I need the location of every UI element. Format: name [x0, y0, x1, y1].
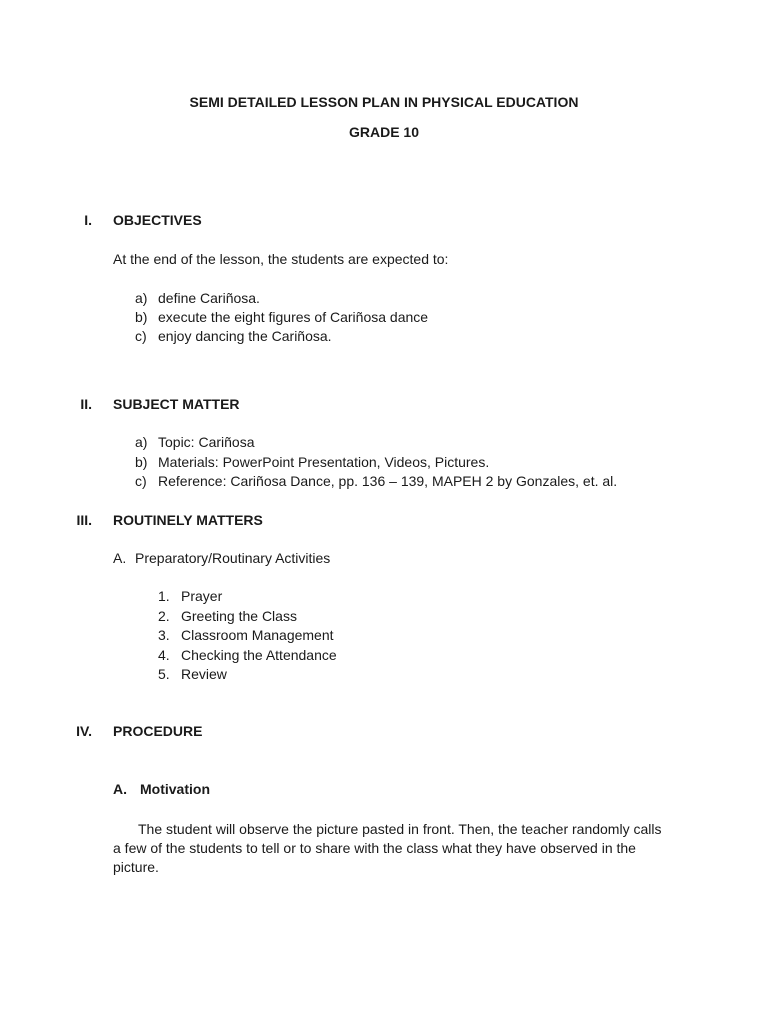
- subsection-marker: A.: [113, 550, 127, 566]
- section-heading-routinely-matters: ROUTINELY MATTERS: [113, 512, 263, 528]
- motivation-paragraph: The student will observe the picture pasted in front. Then, the teacher randomly calls a few of the students to tell or to share with the class what they have observed in the picture.: [113, 821, 662, 875]
- list-item: Materials: PowerPoint Presentation, Videos, Pictures.: [158, 454, 490, 470]
- subsection-heading-preparatory: Preparatory/Routinary Activities: [135, 550, 331, 566]
- list-item: enjoy dancing the Cariñosa.: [158, 328, 332, 344]
- section-heading-subject-matter: SUBJECT MATTER: [113, 396, 240, 412]
- list-item-marker: c): [135, 328, 147, 344]
- section-number-subject-matter: II.: [80, 396, 92, 412]
- list-item-marker: c): [135, 473, 147, 489]
- subsection-marker: A.: [113, 781, 127, 797]
- list-item: Topic: Cariñosa: [158, 434, 255, 450]
- section-number-procedure: IV.: [76, 723, 92, 739]
- objectives-intro: At the end of the lesson, the students are expected to:: [113, 251, 449, 267]
- list-item: Greeting the Class: [181, 608, 297, 624]
- list-item-marker: 2.: [158, 608, 170, 624]
- list-item-marker: 1.: [158, 588, 170, 604]
- list-item-marker: b): [135, 454, 148, 470]
- grade-label: GRADE 10: [348, 124, 420, 140]
- list-item: Review: [181, 666, 227, 682]
- section-heading-objectives: OBJECTIVES: [113, 212, 202, 228]
- list-item-marker: 3.: [158, 627, 170, 643]
- section-number-routinely-matters: III.: [76, 512, 92, 528]
- list-item-marker: 4.: [158, 647, 170, 663]
- subsection-heading-motivation: Motivation: [140, 781, 210, 797]
- list-item-marker: b): [135, 309, 148, 325]
- list-item: Classroom Management: [181, 627, 334, 643]
- list-item: execute the eight figures of Cariñosa dance: [158, 309, 429, 325]
- list-item: define Cariñosa.: [158, 290, 260, 306]
- list-item-marker: 5.: [158, 666, 170, 682]
- document-title: SEMI DETAILED LESSON PLAN IN PHYSICAL EDUCATION: [189, 94, 579, 110]
- section-number-objectives: I.: [84, 212, 92, 228]
- list-item: Prayer: [181, 588, 223, 604]
- list-item-marker: a): [135, 434, 148, 450]
- list-item: Reference: Cariñosa Dance, pp. 136 – 139, MAPEH 2 by Gonzales, et. al.: [158, 473, 618, 489]
- list-item: Checking the Attendance: [181, 647, 337, 663]
- section-heading-procedure: PROCEDURE: [113, 723, 203, 739]
- list-item-marker: a): [135, 290, 148, 306]
